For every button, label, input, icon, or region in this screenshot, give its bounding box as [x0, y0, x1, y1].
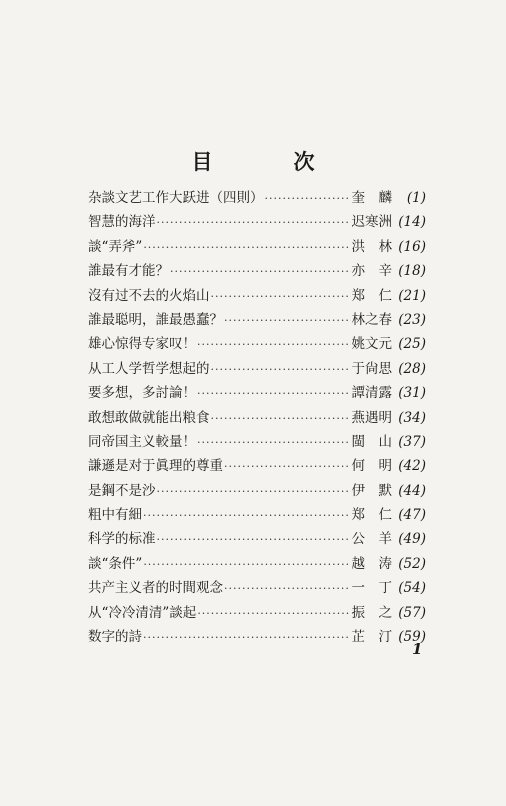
toc-entry — [88, 406, 426, 430]
entry-title: 沒有过不去的火焰山 — [88, 287, 210, 304]
entry-title: 談“条件” — [88, 555, 143, 572]
entry-title: 数字的詩 — [88, 629, 142, 646]
entry-page: (42) — [398, 458, 426, 475]
entry-title: 誰最聪明，誰最愚蠢？ — [88, 311, 223, 328]
toc-entry — [88, 381, 426, 405]
leader-dots — [197, 602, 350, 626]
entry-page: (52) — [398, 555, 426, 572]
leader-dots — [143, 626, 351, 650]
entry-author: 譚清露 — [351, 385, 392, 402]
entry-title: 雄心惊得专家叹！ — [88, 336, 196, 353]
entry-page: (34) — [398, 409, 426, 426]
entry-title: 粗中有細 — [88, 507, 142, 524]
entry-page: (21) — [398, 287, 426, 304]
toc-entry — [88, 332, 426, 356]
entry-page: (18) — [398, 263, 426, 280]
leader-dots — [143, 553, 350, 577]
leader-dots — [197, 333, 351, 357]
toc-entry — [88, 430, 426, 454]
entry-author: 閩 山 — [351, 433, 392, 450]
entry-page: (16) — [398, 238, 426, 255]
entry-title: 謙遜是对于眞理的尊重 — [88, 458, 223, 475]
entry-title: 誰最有才能？ — [88, 263, 169, 280]
entry-page: (37) — [398, 433, 426, 450]
entry-title: 杂談文艺工作大跃进（四則） — [88, 190, 264, 206]
toc-entry — [88, 284, 426, 308]
entry-author: 迟寒洲 — [351, 214, 392, 231]
toc-entry — [88, 454, 426, 478]
toc-list — [88, 186, 426, 649]
entry-author: 燕遇明 — [351, 409, 392, 426]
leader-dots — [197, 382, 351, 406]
toc-entry — [88, 235, 426, 259]
page-title: 目 次 — [191, 150, 345, 174]
leader-dots — [265, 187, 351, 211]
toc-entry — [88, 186, 426, 210]
entry-page: (1) — [406, 190, 426, 206]
entry-title: 是鋼不是沙 — [88, 482, 156, 499]
entry-page: (54) — [398, 580, 426, 597]
leader-dots — [197, 431, 351, 455]
entry-author: 振 之 — [351, 604, 392, 621]
toc-entry — [88, 576, 426, 600]
leader-dots — [143, 504, 351, 528]
leader-dots — [211, 407, 351, 431]
entry-page: (23) — [398, 311, 426, 328]
entry-author: 越 涛 — [351, 555, 392, 572]
leader-dots — [224, 577, 351, 601]
entry-author: 洪 林 — [351, 238, 392, 255]
entry-page: (47) — [398, 507, 426, 524]
leader-dots — [143, 236, 350, 260]
entry-title: 同帝国主义較量！ — [88, 433, 196, 450]
entry-title: 要多想，多討論！ — [88, 385, 196, 402]
toc-entry — [88, 503, 426, 527]
entry-author: 公 羊 — [351, 531, 392, 548]
entry-author: 何 明 — [351, 458, 392, 475]
leader-dots — [157, 528, 351, 552]
entry-author: 亦 辛 — [351, 263, 392, 280]
entry-page: (49) — [398, 531, 426, 548]
leader-dots — [211, 285, 351, 309]
entry-page: (59) — [398, 629, 426, 646]
entry-title: 共产主义者的时間观念 — [88, 580, 223, 597]
entry-author: 姚文元 — [351, 336, 392, 353]
toc-entry — [88, 625, 426, 649]
toc-entry — [88, 479, 426, 503]
toc-entry — [88, 601, 426, 625]
entry-page: (57) — [398, 604, 426, 621]
entry-title: 智慧的海洋 — [88, 214, 156, 231]
entry-author: 奎 麟 — [351, 190, 392, 206]
entry-title: 从工人学哲学想起的 — [88, 360, 210, 377]
entry-page: (25) — [398, 336, 426, 353]
toc-entry — [88, 527, 426, 551]
toc-entry — [88, 357, 426, 381]
entry-author: 伊 默 — [351, 482, 392, 499]
entry-author: 郑 仁 — [351, 507, 392, 524]
toc-entry — [88, 259, 426, 283]
entry-author: 芷 汀 — [351, 629, 392, 646]
leader-dots — [224, 309, 351, 333]
entry-title: 科学的标准 — [88, 531, 156, 548]
entry-page: (28) — [398, 360, 426, 377]
entry-title: 敢想敢做就能出粮食 — [88, 409, 210, 426]
page-number: 1 — [412, 640, 423, 658]
toc-entry — [88, 308, 426, 332]
toc-entry — [88, 210, 426, 234]
entry-author: 林之春 — [351, 311, 392, 328]
entry-page: (14) — [398, 214, 426, 231]
entry-title: 談“弄斧” — [88, 238, 143, 255]
leader-dots — [157, 480, 351, 504]
entry-page: (31) — [398, 385, 426, 402]
leader-dots — [224, 455, 351, 479]
entry-title: 从“冷冷清清”談起 — [88, 604, 197, 621]
leader-dots — [157, 211, 351, 235]
entry-author: 郑 仁 — [351, 287, 392, 304]
leader-dots — [170, 260, 351, 284]
toc-entry — [88, 552, 426, 576]
leader-dots — [211, 358, 351, 382]
entry-author: 于尙思 — [351, 360, 392, 377]
entry-author: 一 丁 — [351, 580, 392, 597]
entry-page: (44) — [398, 482, 426, 499]
